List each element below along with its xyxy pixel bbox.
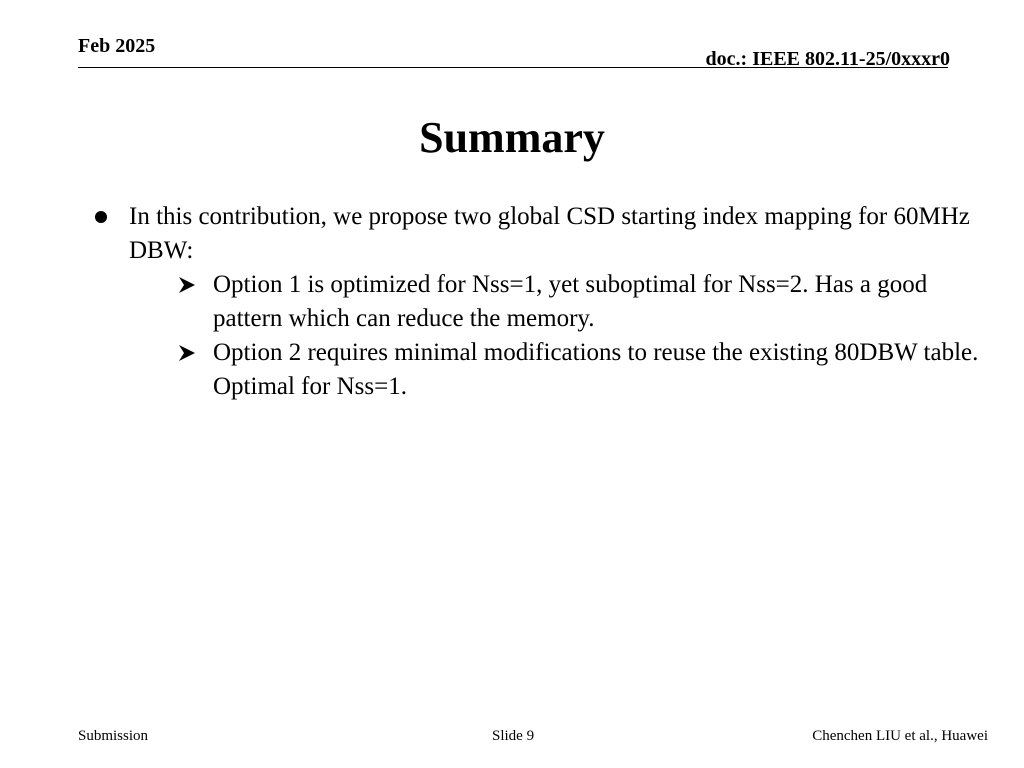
bullet-dot-icon [95,211,107,223]
footer-author: Chenchen LIU et al., Huawei [812,728,988,744]
header-divider [78,67,948,68]
sub-bullet-item [90,268,980,336]
bullet-item [90,200,980,268]
footer-submission: Submission [78,728,149,744]
slide-title: Summary [419,113,605,162]
document-id: doc.: IEEE 802.11-25/0xxxr0 [705,48,950,70]
bullet-text: In this contribution, we propose two global CSD starting index mapping for 60MHz DBW: [129,203,970,264]
sub-bullet-text: Option 1 is optimized for Nss=1, yet suboptimal for Nss=2. Has a good pattern which can reduce the memory. [213,271,928,332]
arrow-bullet-icon [178,276,196,294]
sub-bullet-item [90,336,980,404]
slide-body [90,200,980,404]
header-date: Feb 2025 [78,35,156,57]
arrow-bullet-icon [178,344,196,362]
slide-number: Slide 9 [492,728,535,744]
sub-bullet-text: Option 2 requires minimal modifications to reuse the existing 80DBW table. Optimal for Nss=1. [213,339,979,400]
